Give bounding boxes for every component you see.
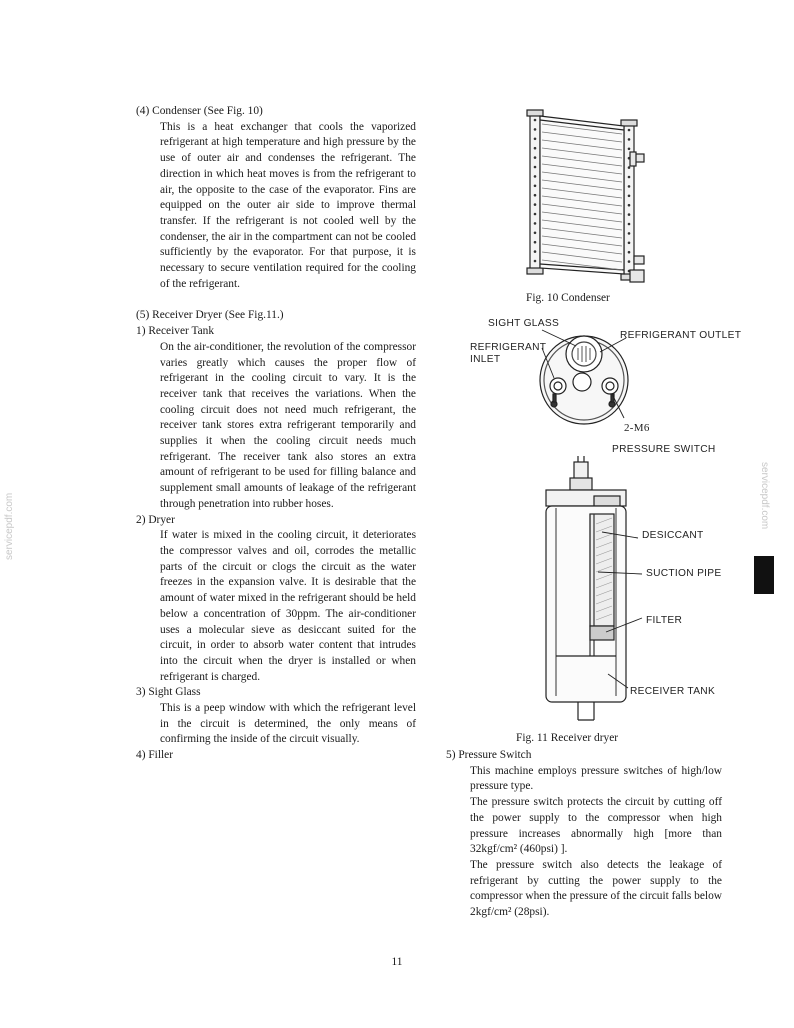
fig11-caption: Fig. 11 Receiver dryer [516, 732, 619, 744]
receiver-dryer-side-view [538, 456, 638, 728]
watermark-left: servicepdf.com [4, 492, 15, 560]
dryer-paragraph: If water is mixed in the cooling circuit, it deteriorates the compressor valves and oil, corrodes the metallic parts of the circuit or clogs the circuit as the water freezes in the expansion valve. It is desirable that the amount of water mixed in the refrigerant should be held below a concentration of 30ppm. The air-conditioner uses a molecular sieve as desiccant suited for the circuit, in order to absorb water content that intrudes into the circuit when the dryer is installed or when refrigerant is charged. [160, 529, 416, 683]
condenser-heading: (4) Condenser (See Fig. 10) [136, 105, 263, 117]
pressure-switch-paragraph-1: This machine employs pressure switches of high/low pressure type. [470, 764, 722, 793]
label-refrigerant-inlet-2: INLET [470, 354, 501, 365]
pressure-switch-paragraph-3: The pressure switch also detects the leakage of refrigerant by cutting the power supply to the compressor when the pressure of the circuit falls below 2kgf/cm² (28psi). [470, 858, 722, 919]
sight-glass-heading: 3) Sight Glass [136, 686, 201, 699]
label-receiver-tank: RECEIVER TANK [630, 686, 716, 697]
label-sight-glass: SIGHT GLASS [488, 318, 560, 329]
filler-heading: 4) Filler [136, 749, 174, 762]
left-text-column [136, 104, 416, 764]
watermark-right: servicepdf.com [759, 462, 770, 530]
pressure-switch-heading: 5) Pressure Switch [446, 749, 532, 761]
right-text-column [446, 748, 722, 921]
label-pressure-switch: PRESSURE SWITCH [612, 444, 716, 455]
label-refrigerant-inlet-1: REFRIGERANT [470, 342, 547, 353]
dryer-heading: 2) Dryer [136, 513, 175, 526]
label-filter: FILTER [646, 615, 683, 626]
label-desiccant: DESICCANT [642, 530, 704, 541]
sight-glass-paragraph: This is a peep window with which the refrigerant level in the circuit is determined, the only means of confirming the inside of the circuit visually. [160, 702, 416, 746]
condenser-paragraph: This is a heat exchanger that cools the vaporized refrigerant at high temperature and high pressure by the use of outer air and condenses the refrigerant. The direction in which heat moves is from the refrigerant to air, the opposite to the case of the evaporator. Fins are equipped on the outer air side to improve thermal transfer. If the refrigerant is not cooled well by the condenser, the air in the compartment can not be cooled sufficiently by the evaporator. For that purpose, it is necessary to secure ventilation required for the cooling of the refrigerant. [160, 120, 416, 290]
page-number: 11 [391, 956, 403, 968]
section-tab-marker [754, 556, 774, 594]
receiver-dryer-heading: (5) Receiver Dryer (See Fig.11.) [136, 309, 284, 322]
label-suction-pipe: SUCTION PIPE [646, 568, 722, 579]
fig10-caption: Fig. 10 Condenser [526, 292, 610, 304]
pressure-switch-paragraph-2: The pressure switch protects the circuit by cutting off the power supply to the compressor when high pressure increases abnormally high [more than 32kgf/cm² (460psi) ]. [470, 796, 722, 856]
receiver-tank-heading: 1) Receiver Tank [136, 325, 215, 338]
label-bolt-2m6: 2-M6 [624, 422, 650, 434]
receiver-tank-paragraph: On the air-conditioner, the revolution of the compressor varies greatly which causes the proper flow of refrigerant in the cooling circuit to vary. It is the receiver tank that receives the variations. When the cooling circuit does not need much refrigerant, the receiver tank stores extra refrigerant temporarily and supplies it when the cooling circuit needs much refrigerant. The receiver tank also stores an extra amount of refrigerant to be used for filling balance and supplement small amounts of leakage of the refrigerant through penetration into rubber hoses. [160, 340, 416, 510]
condenser-illustration [522, 108, 652, 288]
label-refrigerant-outlet: REFRIGERANT OUTLET [620, 330, 742, 341]
